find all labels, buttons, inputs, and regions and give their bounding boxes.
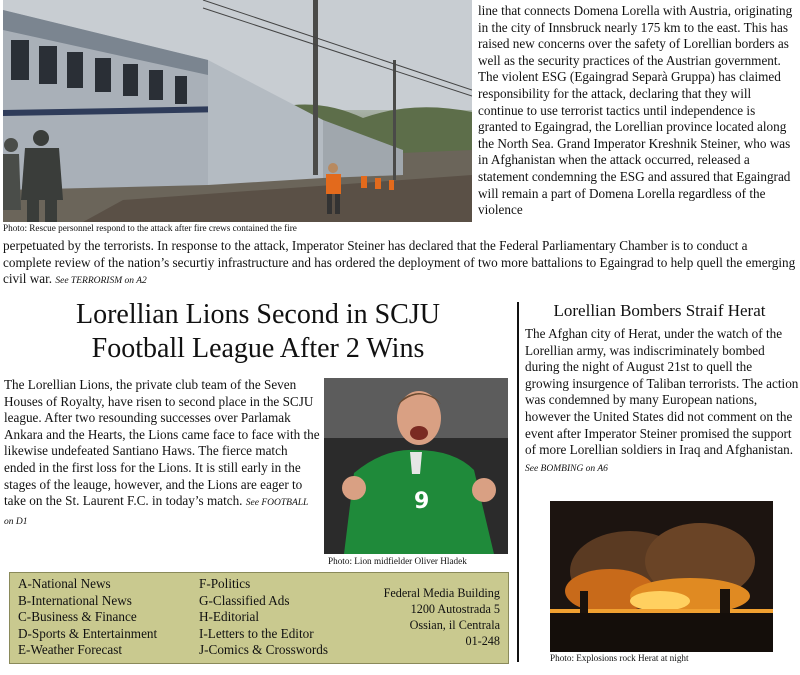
index-item[interactable]: G-Classified Ads (199, 592, 290, 608)
football-headline (3, 298, 513, 366)
address-line: 01-248 (465, 634, 500, 648)
player-photo (324, 378, 508, 554)
see-football-link[interactable]: See FOOTBALL on D1 (4, 498, 309, 527)
lead-story-continuation (3, 238, 797, 290)
lead-story-right-column: line that connects Domena Lorella with Austria, originating in the city of Innsbruck nearly 175 km to the east. This has raised new concerns over the safety of Lorellian borders as well as the security practices of the Austrian government. The violent ESG (Egaingrad Separà Gruppa) has claimed responsibility for the attack, declaring that they will continue to use terrorist tactics until independence is granted to Egaingrad, the Lorellian province located along the North Sea. Grand Imperator Kreshnik Steiner, who was in Afghanistan when the attack occurred, released a statement condemning the ESG and assured that Egaingrad will remain a part of Domena Lorella regardless of the violence (478, 3, 793, 218)
section-index-box (9, 572, 509, 664)
football-story (4, 377, 320, 530)
lead-story-full-width-text: perpetuated by the terrorists. In response to the attack, Imperator Steiner has declared that the Federal Parliamentary Chamber is to conduct a complete review of the nation’s securtiy infrastructure and has ordered the deployment of two more battalions to Egaingrad to help quell the emerging civil war. (3, 238, 796, 287)
herat-photo-caption: Photo: Explosions rock Herat at night (550, 653, 689, 663)
bombing-story (525, 326, 799, 477)
index-column-f-j (199, 576, 328, 659)
index-item[interactable]: D-Sports & Entertainment (18, 625, 158, 641)
football-headline-line2: Football League After 2 Wins (91, 333, 425, 364)
bombing-story-text: The Afghan city of Herat, under the watch of the Lorellian army, was indiscriminately bombed during the night of August 21st to quell the growing insurgence of Taliban terrorists. The action was condemned by many European nations, however the United States did not comment on the event after Imperator Steiner promised the support of more Lorellian soldiers in Iraq and Afghanistan. (525, 326, 799, 458)
index-item[interactable]: A-National News (18, 576, 111, 591)
address-line: Ossian, il Centrala (409, 618, 500, 632)
football-headline-line1: Lorellian Lions Second in SCJU (76, 299, 440, 330)
bombing-headline: Lorellian Bombers Straif Herat (553, 301, 766, 320)
index-item[interactable]: H-Editorial (199, 609, 260, 625)
index-item[interactable]: C-Business & Finance (18, 609, 137, 625)
train-wreck-photo (3, 0, 472, 222)
address-line: Federal Media Building (383, 586, 500, 600)
index-item[interactable]: F-Politics (199, 576, 251, 591)
address-line: 1200 Autostrada 5 (410, 602, 500, 616)
index-item[interactable]: I-Letters to the Editor (199, 625, 314, 641)
football-story-text: The Lorellian Lions, the private club team of the Seven Houses of Royalty, have risen to second place in the SCJU league. After two resounding successes over Parlamak Ankara and the Hearts, the Lions came face to face with the likewise undefeated Santiano Haws. The fierce match ended in the first loss for the Lions. It is still early in the stages of the leauge, however, and the Lions are eager to take on the St. Laurent F.C. in today’s match. (4, 377, 320, 509)
index-item[interactable]: B-International News (18, 592, 132, 608)
jersey-number: 9 (414, 489, 430, 514)
herat-explosion-photo (550, 501, 773, 652)
train-wreck-illustration (3, 0, 472, 222)
see-terrorism-link[interactable]: See TERRORISM on A2 (55, 276, 147, 287)
index-item[interactable]: E-Weather Forecast (18, 642, 123, 658)
publisher-address (384, 585, 500, 649)
player-photo-caption: Photo: Lion midfielder Oliver Hladek (328, 556, 467, 566)
index-column-a-e (18, 576, 157, 659)
train-photo-caption: Photo: Rescue personnel respond to the attack after fire crews contained the fire (3, 223, 297, 233)
player-illustration (324, 378, 508, 554)
index-item[interactable]: J-Comics & Crosswords (199, 642, 328, 658)
column-divider (517, 302, 519, 662)
herat-explosion-illustration (550, 501, 773, 652)
see-bombing-link[interactable]: See BOMBING on A6 (525, 463, 608, 474)
